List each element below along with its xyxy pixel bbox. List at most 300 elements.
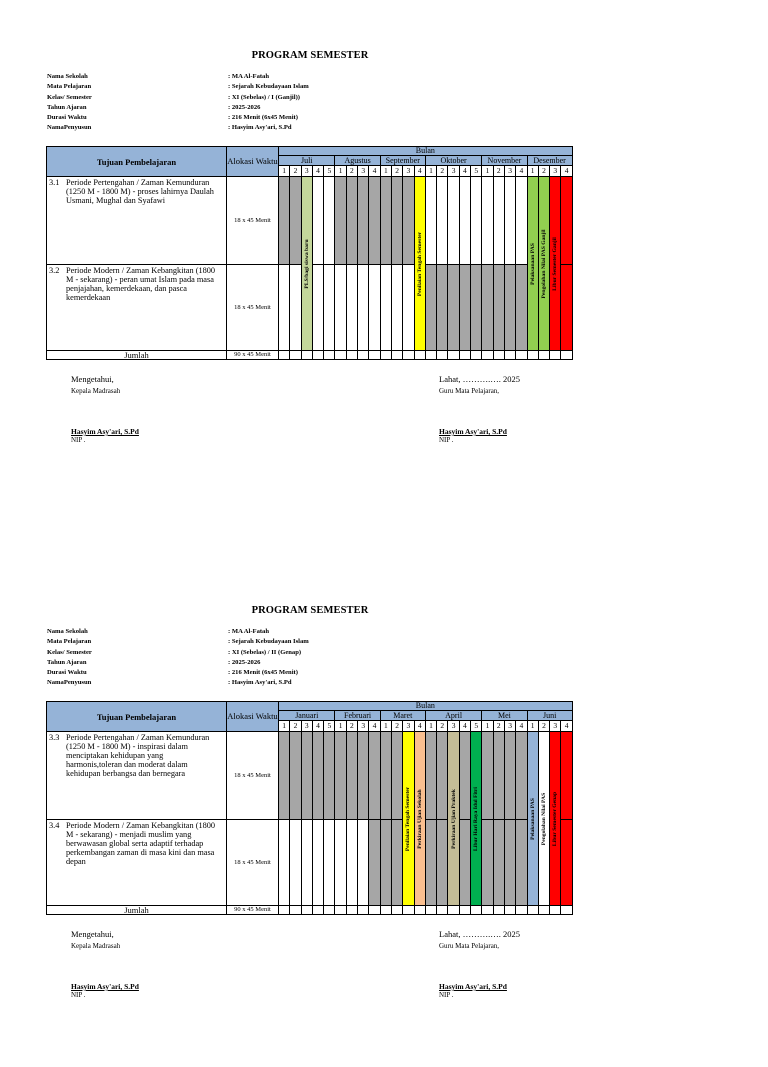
week-number: 1 bbox=[335, 166, 346, 177]
signature-place: Lahat, ……….…. 2025 bbox=[439, 929, 520, 939]
week-cell bbox=[279, 351, 290, 360]
identity-block bbox=[47, 72, 309, 134]
week-cell bbox=[391, 177, 402, 265]
identity-value: : 216 Menit (6x45 Menit) bbox=[228, 669, 298, 677]
week-cell bbox=[301, 820, 312, 906]
table-row bbox=[47, 732, 573, 820]
week-cell bbox=[279, 177, 290, 265]
week-number: 1 bbox=[482, 166, 493, 177]
semester-schedule-table bbox=[46, 146, 573, 360]
week-cell bbox=[290, 820, 301, 906]
week-number: 3 bbox=[504, 166, 515, 177]
tujuan-cell bbox=[47, 177, 227, 265]
week-cell bbox=[561, 177, 572, 265]
program-semester-page bbox=[0, 555, 768, 1067]
tujuan-cell bbox=[47, 732, 227, 820]
week-cell bbox=[448, 351, 459, 360]
event-label: Libur Semester Ganjil bbox=[552, 236, 559, 291]
identity-value: : Hasyim Asy'ari, S.Pd bbox=[228, 124, 292, 132]
week-cell bbox=[459, 265, 470, 351]
week-number: 2 bbox=[437, 166, 448, 177]
week-cell bbox=[369, 177, 380, 265]
event-week-cell bbox=[527, 177, 538, 351]
week-cell bbox=[312, 351, 323, 360]
week-number: 3 bbox=[301, 721, 312, 732]
week-cell bbox=[425, 732, 436, 820]
week-cell bbox=[516, 265, 527, 351]
alokasi-cell: 18 x 45 Menit bbox=[227, 732, 279, 820]
week-cell bbox=[324, 265, 335, 351]
week-cell bbox=[448, 265, 459, 351]
event-label: Penilaian Tengah Semester bbox=[405, 786, 412, 851]
signature-place: Lahat, ……….…. 2025 bbox=[439, 374, 520, 384]
signature-left bbox=[71, 929, 139, 999]
identity-value: : 2025-2026 bbox=[228, 103, 261, 111]
week-cell bbox=[425, 177, 436, 265]
identity-label: Nama Sekolah bbox=[47, 73, 88, 80]
week-cell bbox=[380, 351, 391, 360]
event-week-cell bbox=[471, 732, 482, 906]
jumlah-alokasi: 90 x 45 Menit bbox=[227, 906, 279, 915]
week-cell bbox=[403, 265, 414, 351]
week-cell bbox=[459, 906, 470, 915]
week-cell bbox=[425, 906, 436, 915]
event-label: Pelaksanaan PAS bbox=[529, 797, 536, 840]
week-cell bbox=[561, 265, 572, 351]
week-number: 3 bbox=[403, 721, 414, 732]
week-number: 4 bbox=[459, 721, 470, 732]
week-cell bbox=[301, 351, 312, 360]
week-cell bbox=[324, 351, 335, 360]
week-number: 5 bbox=[324, 721, 335, 732]
week-cell bbox=[414, 906, 425, 915]
event-label: PLS/bagi siswa baru bbox=[303, 238, 310, 289]
week-cell bbox=[369, 820, 380, 906]
week-cell bbox=[335, 265, 346, 351]
signature-role: Guru Mata Pelajaran, bbox=[439, 942, 500, 950]
signature-right bbox=[439, 374, 520, 444]
signer-name: Hasyim Asy'ari, S.Pd bbox=[439, 982, 507, 991]
signature-role: Kepala Madrasah bbox=[71, 942, 121, 950]
event-week-cell bbox=[550, 177, 561, 351]
week-cell bbox=[290, 177, 301, 265]
signature-role: Kepala Madrasah bbox=[71, 387, 121, 395]
week-number: 2 bbox=[290, 721, 301, 732]
week-cell bbox=[482, 732, 493, 820]
week-cell bbox=[290, 906, 301, 915]
event-label: Pengolahan Nilai PAS bbox=[540, 792, 547, 845]
month-header: Oktober bbox=[425, 156, 481, 166]
page-title: PROGRAM SEMESTER bbox=[251, 50, 369, 61]
identity-value: : Sejarah Kebudayaan Islam bbox=[228, 638, 309, 646]
week-number: 1 bbox=[279, 166, 290, 177]
identity-row bbox=[47, 93, 309, 103]
week-number: 1 bbox=[482, 721, 493, 732]
identity-row bbox=[47, 72, 309, 82]
week-number: 5 bbox=[471, 721, 482, 732]
week-number: 3 bbox=[301, 166, 312, 177]
week-cell bbox=[335, 351, 346, 360]
event-label: Penilaian Tengah Semester bbox=[416, 231, 423, 296]
week-cell bbox=[504, 820, 515, 906]
week-cell bbox=[482, 906, 493, 915]
event-week-cell bbox=[403, 732, 414, 906]
week-number: 2 bbox=[538, 166, 549, 177]
header-bulan: Bulan bbox=[279, 147, 573, 156]
week-cell bbox=[437, 177, 448, 265]
week-cell bbox=[437, 265, 448, 351]
week-cell bbox=[493, 820, 504, 906]
week-number: 3 bbox=[358, 721, 369, 732]
week-cell bbox=[369, 732, 380, 820]
identity-label: Mata Pelajaran bbox=[47, 83, 92, 91]
week-number: 1 bbox=[335, 721, 346, 732]
page-title: PROGRAM SEMESTER bbox=[251, 605, 369, 616]
week-cell bbox=[279, 906, 290, 915]
week-cell bbox=[358, 351, 369, 360]
week-number: 4 bbox=[459, 166, 470, 177]
alokasi-cell: 18 x 45 Menit bbox=[227, 265, 279, 351]
week-cell bbox=[346, 351, 357, 360]
signer-name: Hasyim Asy'ari, S.Pd bbox=[71, 982, 139, 991]
month-header: Februari bbox=[335, 711, 380, 721]
identity-value: : Hasyim Asy'ari, S.Pd bbox=[228, 679, 292, 687]
event-week-cell bbox=[550, 732, 561, 906]
identity-label: Tahun Ajaran bbox=[47, 103, 87, 111]
tujuan-text: Periode Pertengahan / Zaman Kemunduran (1250 M - 1800 M) - inspirasi dalam menciptakan kehidupan yang harmonis,toleran dan moderat dalam kehidupan berbangsa dan bernegara bbox=[66, 733, 210, 778]
week-cell bbox=[561, 732, 572, 820]
header-bulan: Bulan bbox=[279, 702, 573, 711]
tujuan-text: Periode Pertengahan / Zaman Kemunduran (1250 M - 1800 M) - proses lahirnya Daulah Usmani, Mughal dan Syafawi bbox=[66, 178, 214, 205]
week-cell bbox=[482, 820, 493, 906]
month-header: Desember bbox=[527, 156, 572, 166]
week-number: 4 bbox=[414, 166, 425, 177]
week-cell bbox=[380, 820, 391, 906]
week-number: 1 bbox=[425, 721, 436, 732]
month-header: April bbox=[425, 711, 481, 721]
identity-value: : XI (Sebelas) / II (Genap) bbox=[228, 648, 302, 656]
month-header: September bbox=[380, 156, 425, 166]
week-number: 4 bbox=[516, 721, 527, 732]
week-cell bbox=[538, 351, 549, 360]
week-number: 1 bbox=[380, 166, 391, 177]
header-tujuan-pembelajaran: Tujuan Pembelajaran bbox=[47, 702, 227, 732]
signer-name: Hasyim Asy'ari, S.Pd bbox=[71, 427, 139, 436]
week-cell bbox=[459, 820, 470, 906]
signature-left bbox=[71, 374, 139, 444]
identity-row bbox=[47, 103, 309, 113]
week-cell bbox=[516, 820, 527, 906]
week-cell bbox=[380, 906, 391, 915]
alokasi-cell: 18 x 45 Menit bbox=[227, 177, 279, 265]
week-cell bbox=[550, 351, 561, 360]
event-label: Pengolahan Nilai PAS Ganjil bbox=[540, 228, 547, 299]
week-cell bbox=[493, 732, 504, 820]
week-number: 3 bbox=[403, 166, 414, 177]
week-cell bbox=[493, 177, 504, 265]
week-cell bbox=[369, 265, 380, 351]
identity-row bbox=[47, 678, 309, 688]
identity-row bbox=[47, 637, 309, 647]
tujuan-number: 3.4 bbox=[49, 821, 60, 830]
week-number: 5 bbox=[324, 166, 335, 177]
week-cell bbox=[312, 906, 323, 915]
week-number: 4 bbox=[369, 166, 380, 177]
week-number: 4 bbox=[561, 166, 572, 177]
alokasi-cell: 18 x 45 Menit bbox=[227, 820, 279, 906]
week-cell bbox=[369, 351, 380, 360]
identity-value: : XI (Sebelas) / I (Ganjil)) bbox=[228, 93, 300, 101]
week-number: 3 bbox=[504, 721, 515, 732]
week-cell bbox=[335, 820, 346, 906]
event-week-cell bbox=[538, 177, 549, 351]
week-cell bbox=[391, 732, 402, 820]
week-cell bbox=[425, 351, 436, 360]
week-number: 1 bbox=[279, 721, 290, 732]
week-cell bbox=[437, 351, 448, 360]
week-cell bbox=[550, 906, 561, 915]
week-cell bbox=[391, 265, 402, 351]
header-alokasi-waktu: Alokasi Waktu bbox=[227, 147, 279, 177]
identity-label: Nama Sekolah bbox=[47, 628, 88, 635]
week-cell bbox=[346, 265, 357, 351]
week-number: 2 bbox=[391, 721, 402, 732]
week-cell bbox=[437, 906, 448, 915]
week-cell bbox=[493, 906, 504, 915]
month-header: Juni bbox=[527, 711, 572, 721]
week-cell bbox=[358, 732, 369, 820]
week-cell bbox=[335, 732, 346, 820]
week-cell bbox=[380, 265, 391, 351]
event-label: Perkiraan Ujian Praktek bbox=[450, 788, 457, 849]
tujuan-number: 3.2 bbox=[49, 266, 60, 275]
week-cell bbox=[516, 732, 527, 820]
week-cell bbox=[380, 732, 391, 820]
week-cell bbox=[290, 732, 301, 820]
week-cell bbox=[312, 177, 323, 265]
week-cell bbox=[358, 265, 369, 351]
week-cell bbox=[493, 265, 504, 351]
week-number: 3 bbox=[550, 721, 561, 732]
week-cell bbox=[482, 177, 493, 265]
event-week-cell bbox=[414, 732, 425, 906]
identity-value: : 216 Menit (6x45 Menit) bbox=[228, 114, 298, 122]
identity-row bbox=[47, 82, 309, 92]
week-cell bbox=[516, 177, 527, 265]
week-cell bbox=[403, 177, 414, 265]
week-cell bbox=[290, 265, 301, 351]
week-cell bbox=[391, 906, 402, 915]
identity-value: : 2025-2026 bbox=[228, 658, 261, 666]
signature-place: Mengetahui, bbox=[71, 929, 114, 939]
week-cell bbox=[504, 732, 515, 820]
week-cell bbox=[324, 820, 335, 906]
week-number: 4 bbox=[414, 721, 425, 732]
week-cell bbox=[358, 820, 369, 906]
week-cell bbox=[527, 906, 538, 915]
jumlah-label: Jumlah bbox=[47, 906, 227, 915]
jumlah-row bbox=[47, 906, 573, 915]
week-number: 3 bbox=[358, 166, 369, 177]
identity-row bbox=[47, 658, 309, 668]
week-cell bbox=[425, 820, 436, 906]
week-cell bbox=[516, 351, 527, 360]
signer-name: Hasyim Asy'ari, S.Pd bbox=[439, 427, 507, 436]
week-cell bbox=[414, 351, 425, 360]
tujuan-text: Periode Modern / Zaman Kebangkitan (1800 M - sekarang) - menjadi muslim yang berwawasan global serta adaptif terhadap perkembangan zaman di masa kini dan masa depan bbox=[66, 821, 216, 866]
week-cell bbox=[312, 820, 323, 906]
week-cell bbox=[324, 732, 335, 820]
week-number: 4 bbox=[312, 721, 323, 732]
identity-label: Tahun Ajaran bbox=[47, 658, 87, 666]
signer-nip: NIP . bbox=[71, 991, 86, 999]
identity-label: NamaPenyusun bbox=[47, 124, 92, 132]
month-header: Mei bbox=[482, 711, 527, 721]
identity-label: Kelas/ Semester bbox=[47, 93, 92, 101]
week-cell bbox=[504, 906, 515, 915]
event-week-cell bbox=[527, 732, 538, 906]
week-cell bbox=[369, 906, 380, 915]
header-tujuan-pembelajaran: Tujuan Pembelajaran bbox=[47, 147, 227, 177]
signature-place: Mengetahui, bbox=[71, 374, 114, 384]
week-cell bbox=[527, 351, 538, 360]
week-cell bbox=[561, 906, 572, 915]
header-alokasi-waktu: Alokasi Waktu bbox=[227, 702, 279, 732]
week-number: 2 bbox=[290, 166, 301, 177]
week-cell bbox=[459, 351, 470, 360]
event-week-cell bbox=[414, 177, 425, 351]
week-cell bbox=[504, 177, 515, 265]
week-cell bbox=[504, 351, 515, 360]
identity-row bbox=[47, 668, 309, 678]
week-cell bbox=[391, 820, 402, 906]
tujuan-cell bbox=[47, 820, 227, 906]
week-number: 1 bbox=[425, 166, 436, 177]
identity-row bbox=[47, 627, 309, 637]
month-header: November bbox=[482, 156, 527, 166]
signer-nip: NIP . bbox=[71, 436, 86, 444]
identity-row bbox=[47, 123, 309, 133]
identity-value: : MA Al-Fatah bbox=[228, 73, 270, 80]
week-number: 2 bbox=[346, 721, 357, 732]
week-cell bbox=[279, 732, 290, 820]
week-cell bbox=[459, 732, 470, 820]
week-cell bbox=[324, 177, 335, 265]
week-cell bbox=[358, 177, 369, 265]
identity-label: Mata Pelajaran bbox=[47, 638, 92, 646]
week-number: 5 bbox=[471, 166, 482, 177]
identity-label: Durasi Waktu bbox=[47, 114, 87, 122]
week-cell bbox=[346, 732, 357, 820]
week-number: 3 bbox=[448, 166, 459, 177]
week-number: 2 bbox=[391, 166, 402, 177]
jumlah-row bbox=[47, 351, 573, 360]
identity-block bbox=[47, 627, 309, 689]
week-cell bbox=[391, 351, 402, 360]
week-number: 2 bbox=[437, 721, 448, 732]
week-number: 4 bbox=[516, 166, 527, 177]
tujuan-cell bbox=[47, 265, 227, 351]
identity-value: : Sejarah Kebudayaan Islam bbox=[228, 83, 309, 91]
event-label: Libur Hari Raya Idul Fitri bbox=[473, 786, 480, 851]
month-header: Juli bbox=[279, 156, 335, 166]
tujuan-number: 3.3 bbox=[49, 733, 60, 742]
week-cell bbox=[312, 732, 323, 820]
week-number: 2 bbox=[346, 166, 357, 177]
program-semester-page bbox=[0, 0, 768, 512]
week-cell bbox=[301, 906, 312, 915]
month-header: Januari bbox=[279, 711, 335, 721]
week-cell bbox=[448, 177, 459, 265]
jumlah-label: Jumlah bbox=[47, 351, 227, 360]
week-cell bbox=[437, 732, 448, 820]
identity-label: NamaPenyusun bbox=[47, 679, 92, 687]
table-row bbox=[47, 177, 573, 265]
week-cell bbox=[516, 906, 527, 915]
week-cell bbox=[482, 265, 493, 351]
week-cell bbox=[358, 906, 369, 915]
identity-row bbox=[47, 113, 309, 123]
week-cell bbox=[471, 906, 482, 915]
signature-right bbox=[439, 929, 520, 999]
week-number: 4 bbox=[369, 721, 380, 732]
week-number: 4 bbox=[561, 721, 572, 732]
week-cell bbox=[493, 351, 504, 360]
identity-label: Durasi Waktu bbox=[47, 669, 87, 677]
week-number: 3 bbox=[550, 166, 561, 177]
week-number: 1 bbox=[380, 721, 391, 732]
week-cell bbox=[335, 177, 346, 265]
week-cell bbox=[504, 265, 515, 351]
event-label: Pelaksanaan PAS bbox=[529, 242, 536, 285]
week-cell bbox=[538, 906, 549, 915]
week-number: 1 bbox=[527, 721, 538, 732]
week-number: 2 bbox=[538, 721, 549, 732]
tujuan-text: Periode Modern / Zaman Kebangkitan (1800 M - sekarang) - peran umat Islam pada masa penjajahan, kemerdekaan, dan pasca kemerdekaan bbox=[66, 266, 216, 302]
signer-nip: NIP . bbox=[439, 991, 454, 999]
month-header: Agustus bbox=[335, 156, 380, 166]
week-cell bbox=[437, 820, 448, 906]
week-cell bbox=[346, 906, 357, 915]
week-cell bbox=[301, 732, 312, 820]
week-number: 2 bbox=[493, 166, 504, 177]
week-cell bbox=[290, 351, 301, 360]
tujuan-number: 3.1 bbox=[49, 178, 60, 187]
week-cell bbox=[380, 177, 391, 265]
week-cell bbox=[471, 265, 482, 351]
month-header: Maret bbox=[380, 711, 425, 721]
event-week-cell bbox=[448, 732, 459, 906]
week-cell bbox=[403, 906, 414, 915]
week-number: 4 bbox=[312, 166, 323, 177]
week-cell bbox=[482, 351, 493, 360]
week-cell bbox=[279, 265, 290, 351]
week-number: 1 bbox=[527, 166, 538, 177]
event-week-cell bbox=[538, 732, 549, 906]
week-number: 2 bbox=[493, 721, 504, 732]
week-cell bbox=[335, 906, 346, 915]
jumlah-alokasi: 90 x 45 Menit bbox=[227, 351, 279, 360]
event-week-cell bbox=[301, 177, 312, 351]
table-row bbox=[47, 820, 573, 906]
week-cell bbox=[425, 265, 436, 351]
week-cell bbox=[561, 820, 572, 906]
week-cell bbox=[346, 177, 357, 265]
week-cell bbox=[471, 177, 482, 265]
identity-value: : MA Al-Fatah bbox=[228, 628, 270, 635]
week-cell bbox=[561, 351, 572, 360]
semester-schedule-table bbox=[46, 701, 573, 915]
